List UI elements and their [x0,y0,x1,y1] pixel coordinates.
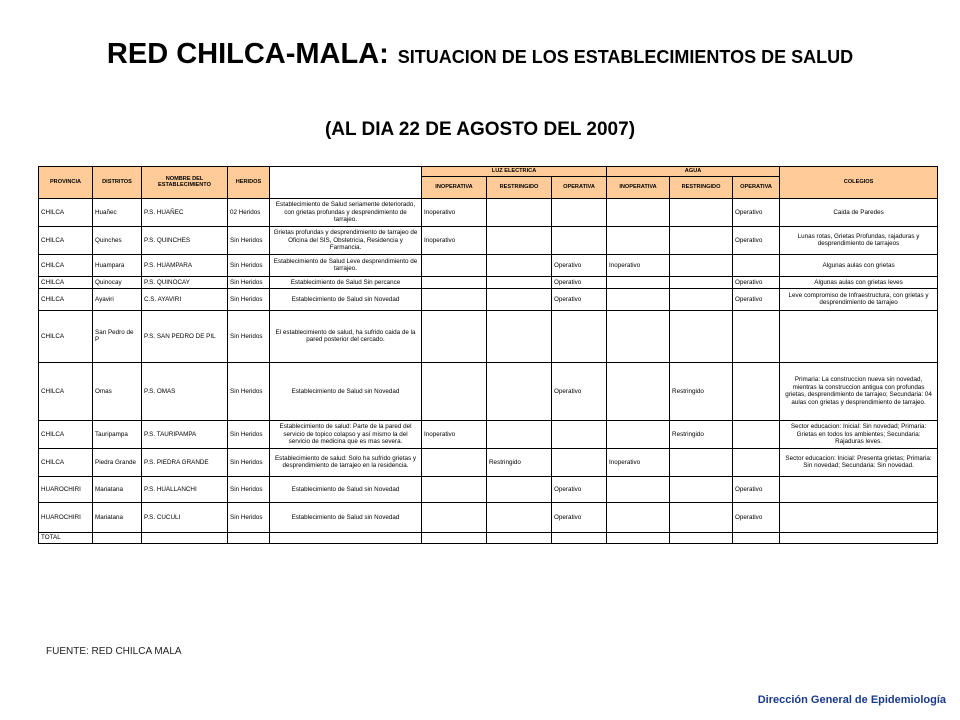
cell-situacion: Establecimiento de salud: Solo ha sufrido grietas y desprendimiento de tarrajeo en la residencia. [270,448,422,476]
col-luz-restringido: RESTRINGIDO [487,176,552,198]
table-row [39,448,938,476]
cell-luz-restringido [487,502,552,532]
cell-situacion: Establecimiento de Salud sin Novedad [270,362,422,420]
cell-luz-operativa: Operativo [552,362,607,420]
cell-agua-operativa [733,420,780,448]
cell-distrito: San Pedro de P [93,310,142,362]
cell-heridos: 02 Heridos [228,198,270,226]
cell-luz-inoperativa [422,476,487,502]
cell-luz-restringido: Restringido [487,448,552,476]
cell-agua-inoperativa: Inoperativo [607,448,670,476]
cell-agua-restringido [670,226,733,254]
cell-heridos: Sin Heridos [228,254,270,276]
cell-distrito: Quinocay [93,276,142,288]
cell-agua-restringido [670,310,733,362]
cell-establecimiento: P.S. CUCULI [142,502,228,532]
col-colegios: COLEGIOS [780,167,938,199]
table-row [39,226,938,254]
cell-luz-inoperativa [422,288,487,310]
cell-situacion: Establecimiento de Salud sin Novedad [270,288,422,310]
cell-colegios: Primaria: La construccion nueva sin novedad, mientras la construccion antigua con profundas grietas, desprendimiento de tarrajeo; Secundaria: 04 aulas con grietas y desprendimiento de tarrajeo. [780,362,938,420]
table-row [39,288,938,310]
cell-heridos: Sin Heridos [228,476,270,502]
cell-luz-operativa: Operativo [552,254,607,276]
cell-heridos: Sin Heridos [228,502,270,532]
cell-situacion: Grietas profundas y desprendimiento de tarrajeo de Oficina del SIS, Obstetricia, Residencia y Farmancia. [270,226,422,254]
cell-luz-restringido [487,254,552,276]
cell-agua-restringido: Restringido [670,362,733,420]
cell-luz-inoperativa [422,310,487,362]
cell-provincia: CHILCA [39,198,93,226]
cell-provincia: CHILCA [39,254,93,276]
cell-agua-inoperativa [607,502,670,532]
table-row [39,254,938,276]
cell-provincia: CHILCA [39,226,93,254]
col-luz-operativa: OPERATIVA [552,176,607,198]
cell-luz-inoperativa [422,254,487,276]
cell-luz-operativa [552,448,607,476]
cell-establecimiento: P.S. PIEDRA GRANDE [142,448,228,476]
cell-agua-operativa: Operativo [733,288,780,310]
cell-heridos: Sin Heridos [228,288,270,310]
cell-luz-operativa [552,420,607,448]
cell-agua-inoperativa [607,276,670,288]
cell-establecimiento: P.S. QUINOCAY [142,276,228,288]
page-subtitle: (AL DIA 22 DE AGOSTO DEL 2007) [324,119,636,140]
cell-establecimiento: P.S. HUAMPARA [142,254,228,276]
cell-provincia: CHILCA [39,310,93,362]
cell-luz-restringido [487,198,552,226]
cell-situacion: Establecimiento de Salud sin Novedad [270,476,422,502]
cell-agua-inoperativa [607,420,670,448]
cell-establecimiento: P.S. SAN PEDRO DE PIL [142,310,228,362]
cell-colegios: Sector educacion: Inicial: Sin novedad; Primaria: Grietas en todos los ambientes; Secundaria: Rajaduras leves. [780,420,938,448]
cell-luz-inoperativa [422,502,487,532]
cell-establecimiento: C.S. AYAVIRI [142,288,228,310]
cell-agua-restringido [670,476,733,502]
cell-luz-operativa: Operativo [552,476,607,502]
cell-establecimiento: P.S. OMAS [142,362,228,420]
cell-luz-restringido [487,310,552,362]
cell-luz-restringido [487,276,552,288]
col-agua: AGUA [607,167,780,177]
cell-situacion: Establecimiento de Salud seriamente deteriorado, con grietas profundas y desprendimiento de tarrajeo. [270,198,422,226]
col-establecimiento: NOMBRE DEL ESTABLECIMIENTO [142,167,228,199]
cell-agua-restringido [670,448,733,476]
cell-establecimiento: P.S. HUAÑEC [142,198,228,226]
cell-distrito: Omas [93,362,142,420]
table-row [39,502,938,532]
total-label: TOTAL [39,532,93,543]
table-row [39,198,938,226]
cell-heridos: Sin Heridos [228,276,270,288]
cell-provincia: CHILCA [39,276,93,288]
cell-heridos: Sin Heridos [228,226,270,254]
cell-provincia: HUAROCHIRI [39,476,93,502]
cell-luz-inoperativa [422,448,487,476]
cell-heridos: Sin Heridos [228,362,270,420]
cell-luz-inoperativa: Inoperativo [422,226,487,254]
cell-distrito: Mariatana [93,476,142,502]
cell-distrito: Ayaviri [93,288,142,310]
col-luz-electrica: LUZ ELECTRICA [422,167,607,177]
cell-agua-inoperativa [607,310,670,362]
table-row [39,476,938,502]
cell-situacion: Establecimiento de Salud Sin percance [270,276,422,288]
cell-situacion: Establecimiento de Salud Leve desprendimiento de tarrajeo. [270,254,422,276]
cell-luz-restringido [487,420,552,448]
cell-agua-operativa [733,362,780,420]
cell-provincia: CHILCA [39,448,93,476]
cell-agua-operativa: Operativo [733,502,780,532]
cell-luz-operativa: Operativo [552,502,607,532]
cell-provincia: CHILCA [39,420,93,448]
cell-luz-inoperativa [422,276,487,288]
cell-agua-restringido [670,288,733,310]
cell-provincia: HUAROCHIRI [39,502,93,532]
cell-agua-operativa [733,310,780,362]
cell-agua-operativa: Operativo [733,276,780,288]
cell-agua-operativa [733,254,780,276]
cell-establecimiento: P.S. HUALLANCHI [142,476,228,502]
col-provincia: PROVINCIA [39,167,93,199]
col-heridos: HERIDOS [228,167,270,199]
cell-establecimiento: P.S. QUINCHES [142,226,228,254]
source-note: FUENTE: RED CHILCA MALA [46,646,182,657]
total-row [39,532,938,543]
cell-situacion: Establecimiento de Salud sin Novedad [270,502,422,532]
cell-colegios: Leve compromiso de Infraestructura, con grietas y desprendimiento de tarrajeo [780,288,938,310]
cell-distrito: Huañec [93,198,142,226]
cell-agua-inoperativa [607,226,670,254]
cell-establecimiento: P.S. TAURIPAMPA [142,420,228,448]
cell-luz-inoperativa [422,362,487,420]
cell-luz-inoperativa: Inoperativo [422,420,487,448]
cell-colegios [780,476,938,502]
cell-agua-inoperativa [607,362,670,420]
cell-agua-operativa: Operativo [733,476,780,502]
cell-agua-restringido [670,254,733,276]
cell-provincia: CHILCA [39,288,93,310]
cell-agua-operativa: Operativo [733,226,780,254]
cell-distrito: Piedra Grande [93,448,142,476]
cell-luz-operativa [552,198,607,226]
cell-luz-operativa: Operativo [552,276,607,288]
cell-situacion: Establecimiento de salud: Parte de la pared del servicio de topico colapso y así mismo la del servicio de medicina que es mas severa. [270,420,422,448]
col-agua-restringido: RESTRINGIDO [670,176,733,198]
cell-distrito: Tauripampa [93,420,142,448]
cell-agua-restringido: Restringido [670,420,733,448]
cell-distrito: Quinches [93,226,142,254]
cell-colegios [780,502,938,532]
cell-luz-inoperativa: Inoperativo [422,198,487,226]
establishments-table [38,166,938,544]
table-row [39,362,938,420]
cell-luz-operativa [552,310,607,362]
cell-agua-restringido [670,276,733,288]
cell-colegios: Algunas aulas con grietas [780,254,938,276]
cell-luz-operativa [552,226,607,254]
table-row [39,420,938,448]
title-colon: : [379,38,389,70]
credit-text: Dirección General de Epidemiología [757,694,946,706]
page-title [40,36,920,72]
cell-luz-restringido [487,362,552,420]
cell-heridos: Sin Heridos [228,420,270,448]
col-agua-inoperativa: INOPERATIVA [607,176,670,198]
cell-agua-operativa: Operativo [733,198,780,226]
cell-situacion: El establecimiento de salud, ha sufrido caida de la pared posterior del cercado. [270,310,422,362]
cell-heridos: Sin Heridos [228,310,270,362]
cell-colegios: Lunas rotas, Grietas Profundas, rajaduras y desprendimiento de tarrajeos [780,226,938,254]
cell-heridos: Sin Heridos [228,448,270,476]
table-row [39,310,938,362]
col-luz-inoperativa: INOPERATIVA [422,176,487,198]
col-situacion [270,167,422,199]
cell-agua-restringido [670,198,733,226]
cell-colegios: Caida de Paredes [780,198,938,226]
col-agua-operativa: OPERATIVA [733,176,780,198]
cell-agua-operativa [733,448,780,476]
cell-luz-restringido [487,226,552,254]
title-description: SITUACION DE LOS ESTABLECIMIENTOS DE SALUD [397,47,854,67]
cell-luz-operativa: Operativo [552,288,607,310]
cell-colegios: Algunas aulas con grietas leves [780,276,938,288]
cell-luz-restringido [487,288,552,310]
cell-agua-inoperativa [607,198,670,226]
cell-agua-restringido [670,502,733,532]
cell-agua-inoperativa [607,476,670,502]
title-network: RED CHILCA-MALA [106,38,380,70]
cell-distrito: Huampara [93,254,142,276]
cell-agua-inoperativa [607,288,670,310]
header-row-1 [39,167,938,177]
cell-luz-restringido [487,476,552,502]
cell-provincia: CHILCA [39,362,93,420]
cell-colegios [780,310,938,362]
cell-colegios: Sector educacion: Inicial: Presenta grietas; Primaria: Sin novedad; Secundaria: Sin novedad. [780,448,938,476]
cell-agua-inoperativa: Inoperativo [607,254,670,276]
cell-distrito: Mariatana [93,502,142,532]
table-row [39,276,938,288]
col-distritos: DISTRITOS [93,167,142,199]
